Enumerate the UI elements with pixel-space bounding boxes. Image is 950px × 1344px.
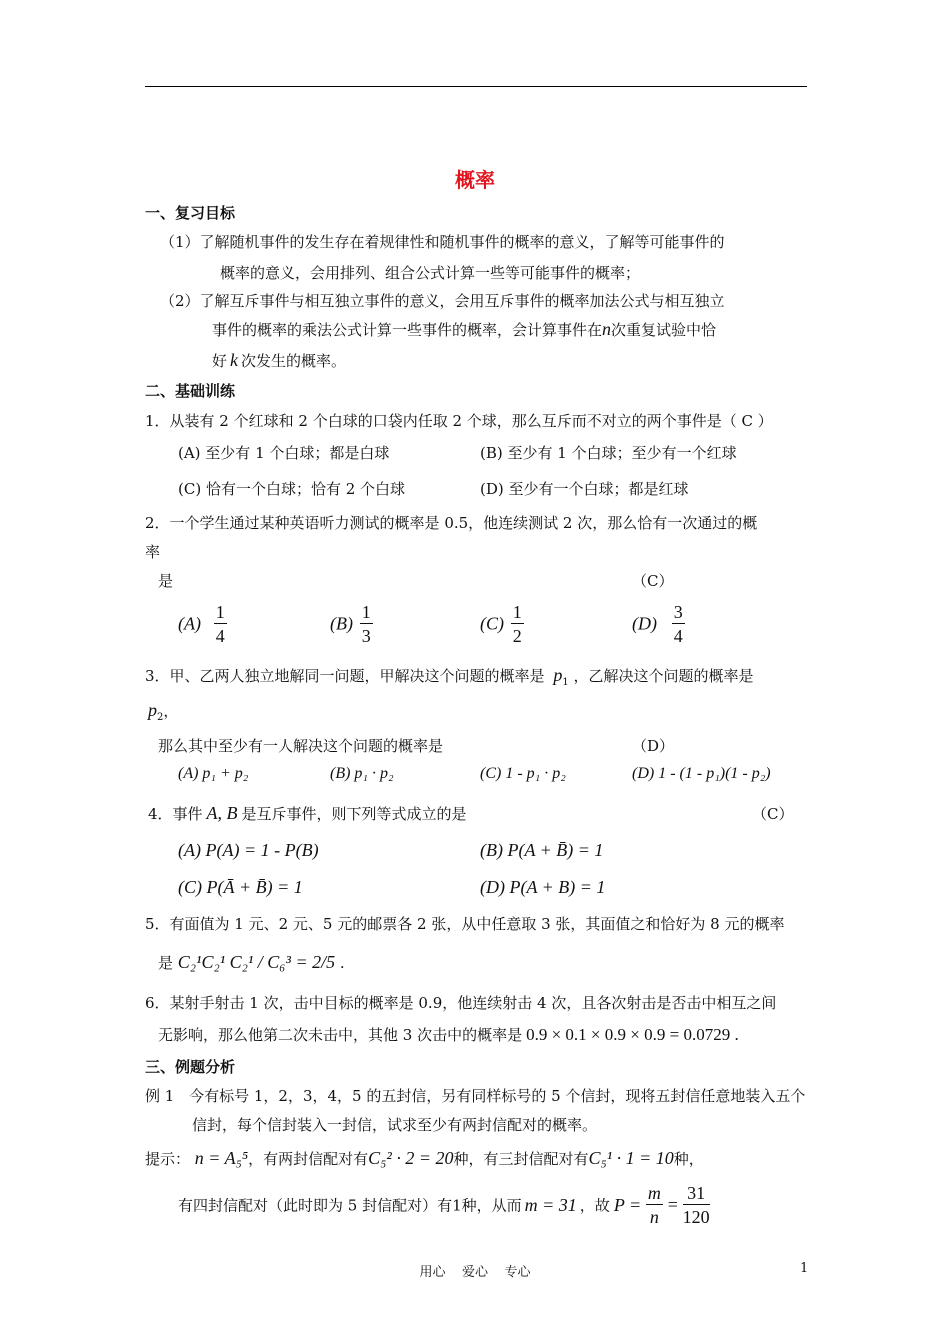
q2-option-b: (B) $\frac{1}{3}$ bbox=[330, 602, 371, 646]
example-1-hint-line-1: 提示： n = A₅⁵，有两封信配对有C₅² · 2 = 20种，有三封信配对有C₅¹ · 1 = 10种， bbox=[145, 1148, 704, 1168]
q4-option-a: (A) P(A) = 1 - P(B) bbox=[178, 840, 319, 860]
q2-option-d: (D) $\frac{3}{4}$ bbox=[632, 602, 683, 646]
q4-option-d: (D) P(A + B) = 1 bbox=[480, 877, 606, 897]
example-1-fraction-result: $\frac{31}{120}$ bbox=[682, 1183, 710, 1227]
section-heading-goals: 一、复习目标 bbox=[145, 204, 236, 222]
q2-answer: （C） bbox=[632, 572, 674, 590]
q3-answer: （D） bbox=[632, 737, 675, 755]
q1-option-d: (D) 至少有一个白球；都是红球 bbox=[480, 480, 689, 498]
q2-stem-line-3: 是 bbox=[158, 572, 174, 590]
header-rule bbox=[145, 86, 807, 87]
q2-stem-line-1: 2．一个学生通过某种英语听力测试的概率是 0.5，他连续测试 2 次，那么恰有一次通过的概 bbox=[145, 514, 758, 532]
q1-option-c: (C) 恰有一个白球；恰有 2 个白球 bbox=[178, 480, 406, 498]
q3-option-b: (B) p₁ · p₂ bbox=[330, 765, 394, 782]
q2-stem-line-2: 率 bbox=[145, 543, 161, 561]
q3-stem-line-3: 那么其中至少有一人解决这个问题的概率是 bbox=[158, 737, 444, 755]
q3-stem-line-1: 3．甲、乙两人独立地解同一问题，甲解决这个问题的概率是 $p_1$ ，乙解决这个问题的概率是 bbox=[145, 665, 754, 688]
q2-option-a: (A) $\frac{1}{4}$ bbox=[178, 602, 225, 646]
goal-1-line-2: 概率的意义，会用排列、组合公式计算一些等可能事件的概率； bbox=[220, 264, 641, 282]
q2-option-b-fraction: $\frac{1}{3}$ bbox=[361, 602, 371, 646]
q2-option-c: (C) $\frac{1}{2}$ bbox=[480, 602, 522, 646]
q6-stem-line-1: 6．某射手射击 1 次，击中目标的概率是 0.9，他连续射击 4 次，且各次射击是否击中相互之间 bbox=[145, 994, 777, 1012]
page-number: 1 bbox=[800, 1261, 809, 1276]
q3-option-d: (D) 1 - (1 - p₁)(1 - p₂) bbox=[632, 765, 771, 782]
q2-option-c-fraction: $\frac{1}{2}$ bbox=[512, 602, 522, 646]
goal-1-line-1: （1）了解随机事件的发生存在着规律性和随机事件的概率的意义，了解等可能事件的 bbox=[160, 233, 725, 251]
q2-option-d-fraction: $\frac{3}{4}$ bbox=[673, 602, 683, 646]
goal-2-line-2: 事件的概率的乘法公式计算一些事件的概率，会计算事件在n次重复试验中恰 bbox=[212, 319, 717, 339]
q3-option-c: (C) 1 - p₁ · p₂ bbox=[480, 765, 566, 782]
q1-option-a: (A) 至少有 1 个白球；都是白球 bbox=[178, 444, 390, 462]
q3-option-a: (A) p₁ + p₂ bbox=[178, 765, 249, 782]
footer-motto: 用心 爱心 专心 bbox=[419, 1265, 531, 1280]
q5-stem: 5．有面值为 1 元、2 元、5 元的邮票各 2 张，从中任意取 3 张，其面值之和恰好为 8 元的概率 bbox=[145, 915, 785, 933]
q6-stem-line-2: 无影响，那么他第二次未击中，其他 3 次击中的概率是 0.9 × 0.1 × 0.9 × 0.9 = 0.0729 . bbox=[158, 1025, 739, 1044]
q4-stem: 4．事件 A, B 是互斥事件，则下列等式成立的是 bbox=[148, 803, 467, 823]
q4-answer: （C） bbox=[752, 805, 794, 823]
example-1-line-1: 例 1 今有标号 1，2，3，4，5 的五封信，另有同样标号的 5 个信封，现将五封信任意地装入五个 bbox=[145, 1087, 806, 1105]
q5-answer-expression: C₂¹C₂¹ C₂¹ / C₆³ = 2/5 bbox=[177, 952, 336, 972]
example-1-hint-line-2: 有四封信配对（此时即为 5 封信配对）有1种，从而 m = 31 ，故 P = $\frac{m}{n}$ = $\frac{31}{120}$ bbox=[178, 1183, 710, 1227]
q3-stem-line-2: $p_2$， bbox=[148, 700, 179, 723]
section-heading-examples: 三、例题分析 bbox=[145, 1058, 236, 1076]
section-heading-basic-training: 二、基础训练 bbox=[145, 382, 236, 400]
example-1-line-2: 信封，每个信封装入一封信，试求至少有两封信配对的概率。 bbox=[192, 1116, 598, 1134]
example-1-fraction-m-n: $\frac{m}{n}$ bbox=[647, 1183, 661, 1227]
q4-option-b: (B) P(A + B̄) = 1 bbox=[480, 840, 604, 860]
q5-answer-line: 是 C₂¹C₂¹ C₂¹ / C₆³ = 2/5 . bbox=[158, 952, 345, 972]
q2-option-a-fraction: $\frac{1}{4}$ bbox=[215, 602, 225, 646]
q1-option-b: (B) 至少有 1 个白球；至少有一个红球 bbox=[480, 444, 737, 462]
goal-2-line-1: （2）了解互斥事件与相互独立事件的意义，会用互斥事件的概率加法公式与相互独立 bbox=[160, 292, 725, 310]
q1-stem: 1．从装有 2 个红球和 2 个白球的口袋内任取 2 个球，那么互斥而不对立的两个事件是（ C ） bbox=[145, 412, 773, 430]
goal-2-line-3: 好 k 次发生的概率。 bbox=[212, 350, 347, 370]
page-title: 概率 bbox=[455, 168, 495, 192]
q4-option-c: (C) P(Ā + B̄) = 1 bbox=[178, 877, 303, 897]
